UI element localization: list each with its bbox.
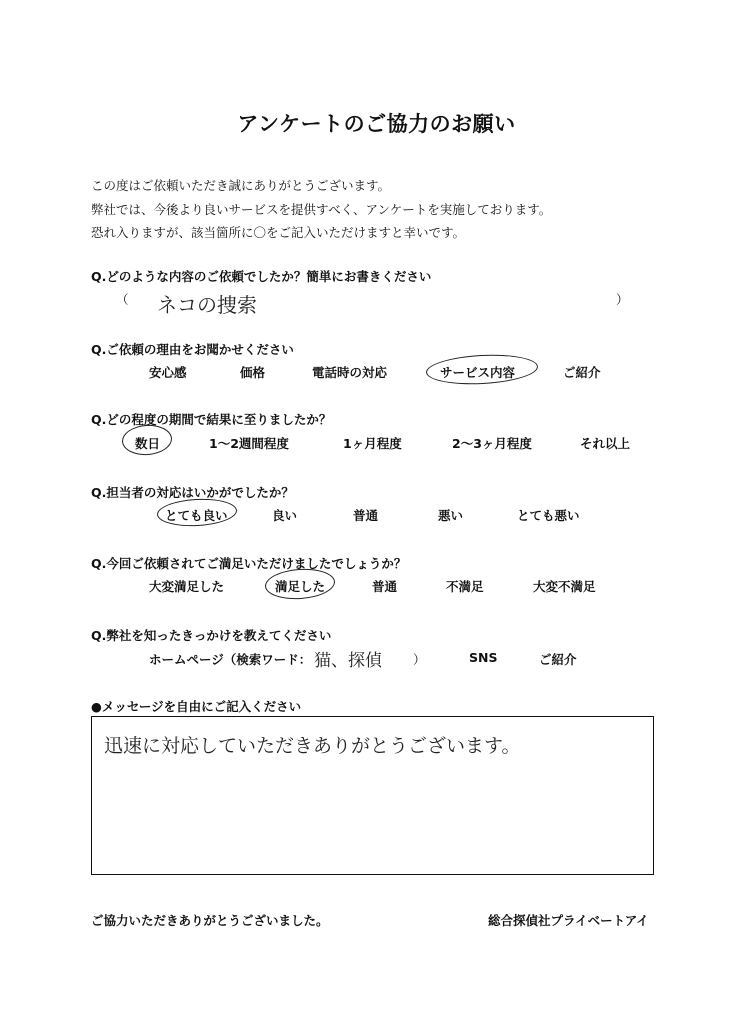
q6-homepage-close: ）: [413, 652, 426, 667]
q4-option-normal[interactable]: 普通: [353, 508, 379, 523]
q3-option-1-month[interactable]: 1ヶ月程度: [343, 436, 402, 451]
q5-option-normal[interactable]: 普通: [372, 579, 398, 594]
q1-answer[interactable]: ネコの捜索: [157, 293, 257, 317]
q1-close-paren: ）: [616, 292, 629, 307]
q2-option-price[interactable]: 価格: [240, 365, 266, 380]
message-text: 迅速に対応していただきありがとうございます。: [104, 735, 521, 757]
q5-question: Q.今回ご依頼されてご満足いただけましたでしょうか？: [91, 556, 407, 571]
q5-option-very-satisfied[interactable]: 大変満足した: [149, 579, 225, 594]
q4-option-very-bad[interactable]: とても悪い: [517, 508, 580, 523]
footer-company: 総合探偵社プライベートアイ: [488, 913, 649, 928]
q6-homepage-label[interactable]: ホームページ（検索ワード：: [149, 652, 312, 667]
q3-selection-circle: [121, 423, 173, 456]
q2-selection-circle: [425, 352, 538, 387]
q5-option-unsatisfied[interactable]: 不満足: [446, 579, 484, 594]
q4-option-very-good[interactable]: とても良い: [165, 508, 228, 523]
intro-line-3: 恐れ入りますが、該当箇所に〇をご記入いただけますと幸いです。: [91, 225, 466, 240]
q2-option-phone[interactable]: 電話時の対応: [312, 365, 388, 380]
q6-option-referral[interactable]: ご紹介: [539, 652, 577, 667]
q3-option-days[interactable]: 数日: [135, 436, 161, 451]
footer-thanks: ご協力いただきありがとうございました。: [91, 913, 329, 928]
q3-option-1-2-weeks[interactable]: 1～2週間程度: [209, 436, 289, 451]
q3-option-more[interactable]: それ以上: [580, 436, 631, 451]
q6-question: Q.弊社を知ったきっかけを教えてください: [91, 628, 332, 643]
intro-line-1: この度はご依頼いただき誠にありがとうございます。: [91, 178, 391, 193]
q2-option-referral[interactable]: ご紹介: [563, 365, 601, 380]
page-title: アンケートのご協力のお願い: [237, 112, 516, 136]
q2-option-anshinkan[interactable]: 安心感: [149, 365, 187, 380]
q5-option-satisfied[interactable]: 満足した: [275, 579, 326, 594]
q4-option-bad[interactable]: 悪い: [438, 508, 464, 523]
q3-question: Q.どの程度の期間で結果に至りましたか？: [91, 412, 332, 427]
q1-question: Q.どのような内容のご依頼でしたか？簡単にお書きください: [91, 269, 432, 284]
intro-line-2: 弊社では、今後より良いサービスを提供すべく、アンケートを実施しております。: [91, 202, 552, 217]
message-heading: ●メッセージを自由にご記入ください: [91, 699, 302, 714]
q3-option-2-3-months[interactable]: 2～3ヶ月程度: [452, 436, 532, 451]
q6-search-words[interactable]: 猫、探偵: [314, 651, 382, 671]
q1-open-paren: （: [116, 292, 129, 307]
q4-question: Q.担当者の対応はいかがでしたか？: [91, 485, 294, 500]
q2-option-service[interactable]: サービス内容: [440, 365, 516, 380]
q4-option-good[interactable]: 良い: [272, 508, 298, 523]
q5-option-very-unsatisfied[interactable]: 大変不満足: [533, 579, 596, 594]
q2-question: Q.ご依頼の理由をお聞かせください: [91, 342, 294, 357]
q6-option-sns[interactable]: SNS: [469, 650, 498, 665]
